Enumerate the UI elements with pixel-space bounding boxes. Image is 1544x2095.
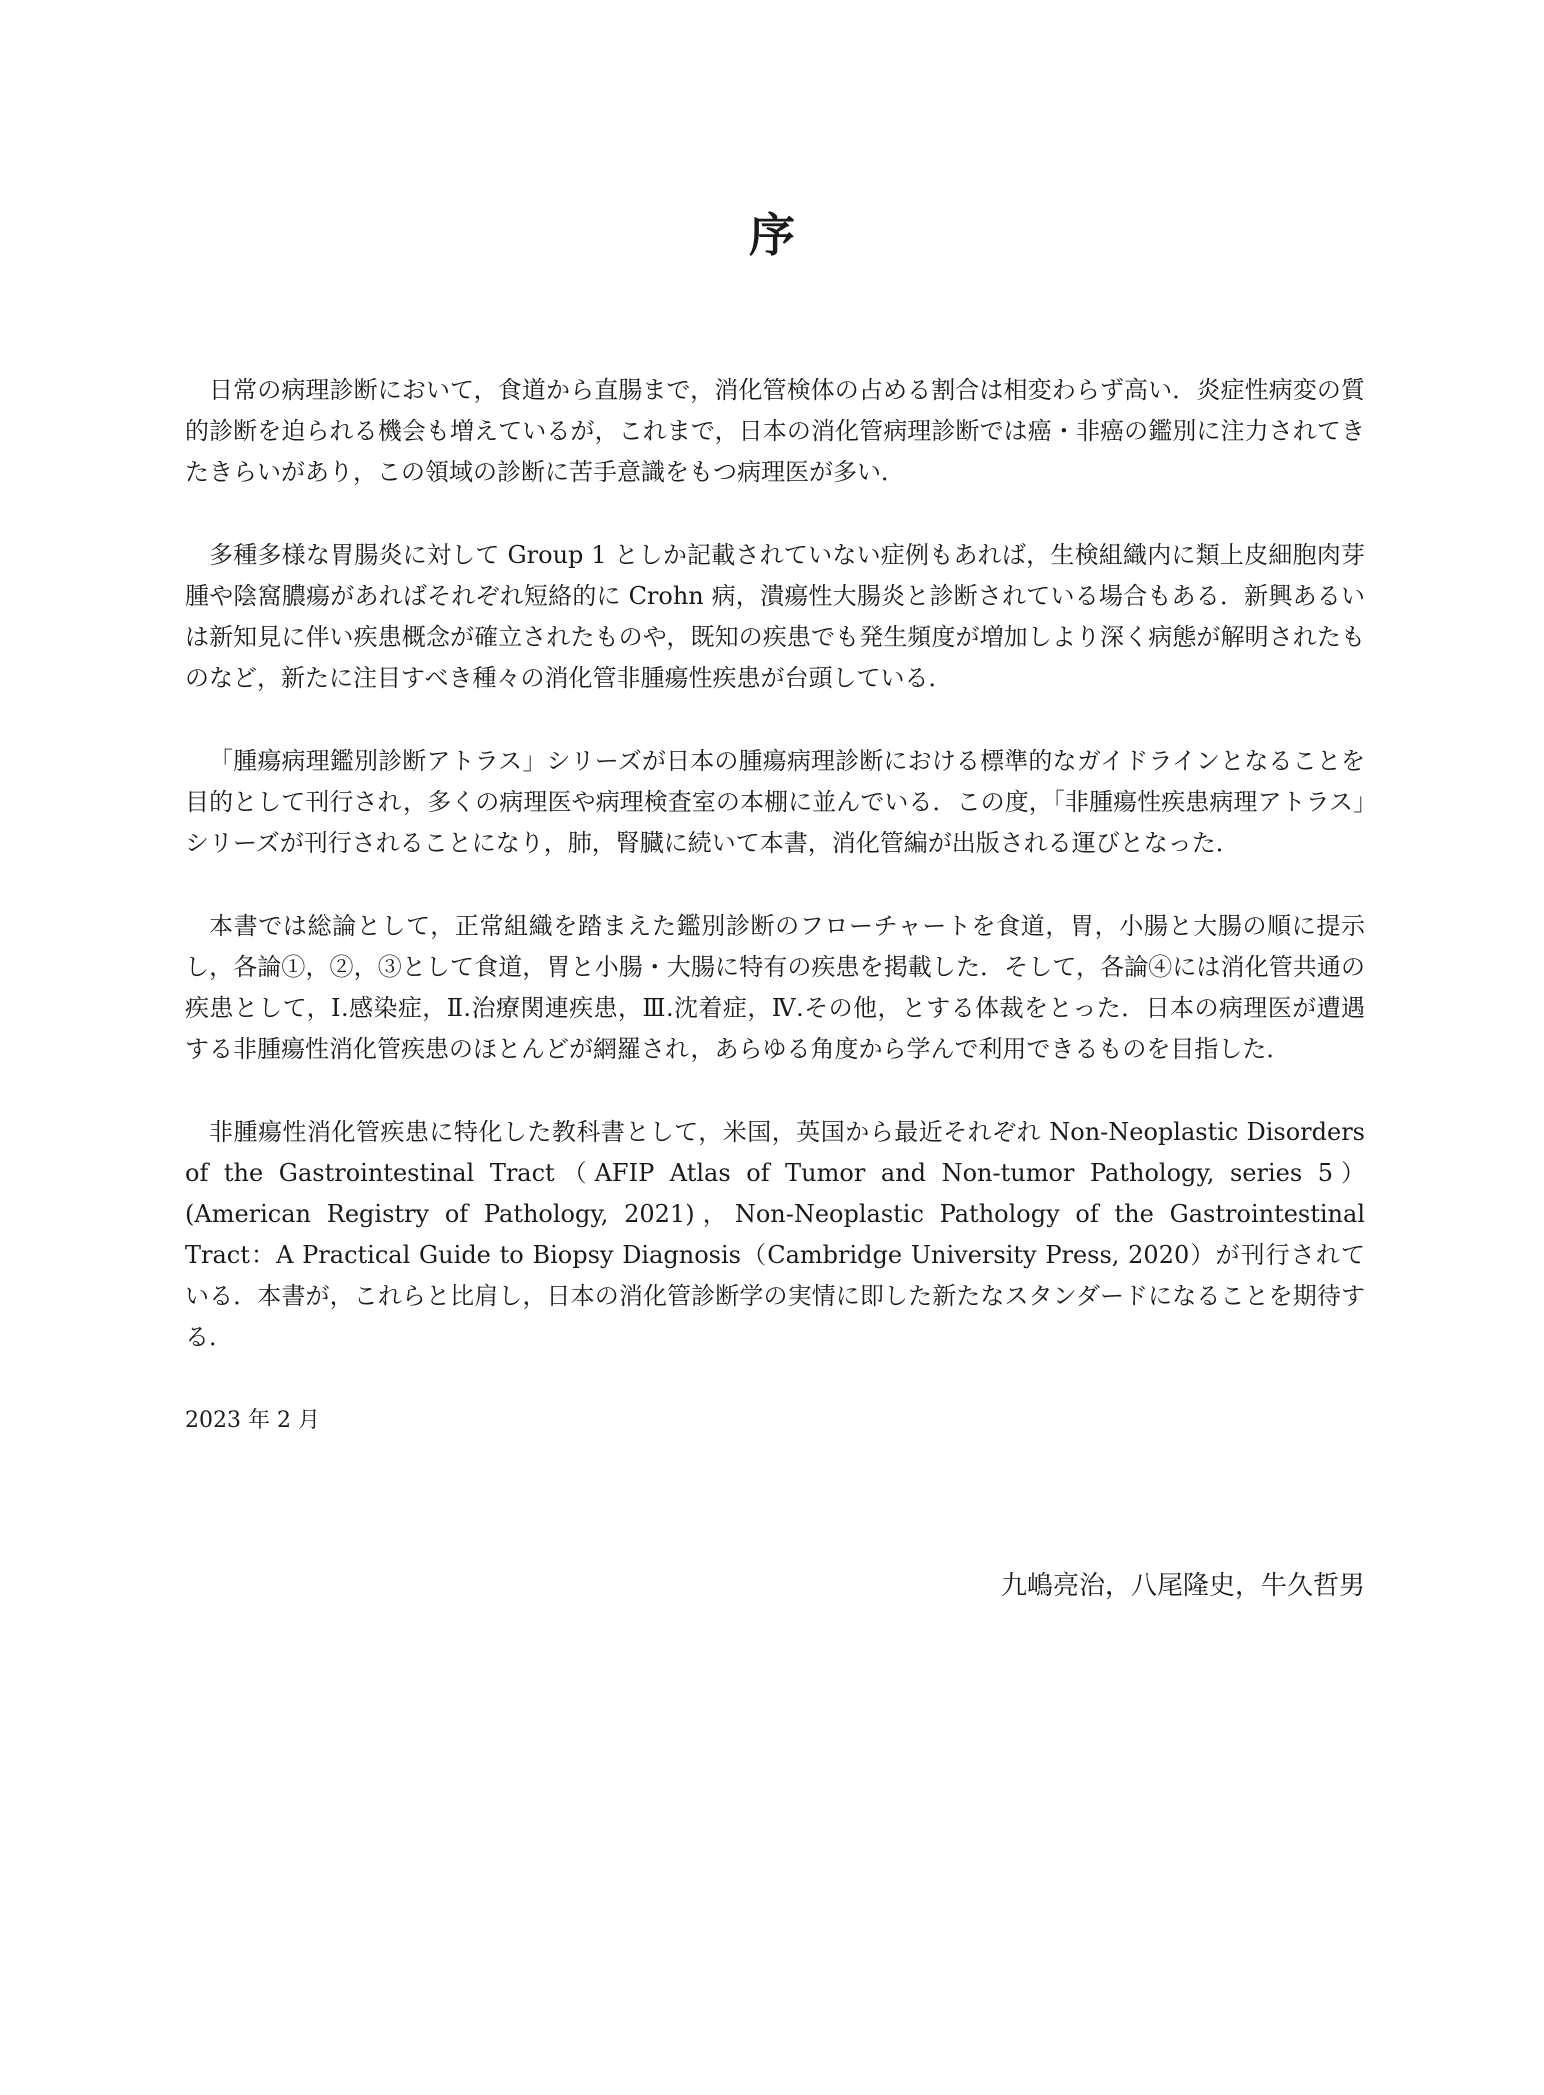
author-names: 九嶋亮治，八尾隆史，牛久哲男 [1000, 1571, 1365, 1601]
page-title: 序 [749, 208, 795, 262]
date-line: 2023 年 2 月 [185, 1408, 320, 1433]
preface-body [185, 370, 1365, 1441]
paragraph-3: 「腫瘍病理鑑別診断アトラス」シリーズが日本の腫瘍病理診断における標準的なガイドラインとなることを目的として刊行され，多くの病理医や病理検査室の本棚に並んでいる．この度，「非腫瘍性疾患病理アトラス」シリーズが刊行されることになり，肺，腎臓に続いて本書，消化管編が出版される運びとなった． [185, 747, 1365, 857]
paragraph-4: 本書では総論として，正常組織を踏まえた鑑別診断のフローチャートを食道，胃，小腸と大腸の順に提示し，各論①，②，③として食道，胃と小腸・大腸に特有の疾患を掲載した．そして，各論④には消化管共通の疾患として，Ⅰ.感染症，Ⅱ.治療関連疾患，Ⅲ.沈着症，Ⅳ.その他，とする体裁をとった．日本の病理医が遭遇する非腫瘍性消化管疾患のほとんどが網羅され，あらゆる角度から学んで利用できるものを目指した． [185, 912, 1365, 1063]
paragraph-2: 多種多様な胃腸炎に対して Group 1 としか記載されていない症例もあれば，生検組織内に類上皮細胞肉芽腫や陰窩膿瘍があればそれぞれ短絡的に Crohn 病，潰瘍性大腸炎と診断されている場合もある．新興あるいは新知見に伴い疾患概念が確立されたものや，既知の疾患でも発生頻度が増加しより深く病態が解明されたものなど，新たに注目すべき種々の消化管非腫瘍性疾患が台頭している． [185, 541, 1365, 692]
paragraph-5: 非腫瘍性消化管疾患に特化した教科書として，米国，英国から最近それぞれ Non-Neoplastic Disorders of the Gastrointestinal Tract（AFIP Atlas of Tumor and Non-tumor Pathology, series 5）(American Registry of Pathology, 2021)，Non-Neoplastic Pathology of the Gastrointestinal Tract：A Practical Guide to Biopsy Diagnosis（Cambridge University Press, 2020）が刊行されている．本書が，これらと比肩し，日本の消化管診断学の実情に即した新たなスタンダードになることを期待する． [185, 1118, 1365, 1351]
paragraph-1: 日常の病理診断において，食道から直腸まで，消化管検体の占める割合は相変わらず高い．炎症性病変の質的診断を迫られる機会も増えているが，これまで，日本の消化管病理診断では癌・非癌の鑑別に注力されてきたきらいがあり，この領域の診断に苦手意識をもつ病理医が多い． [185, 376, 1365, 486]
